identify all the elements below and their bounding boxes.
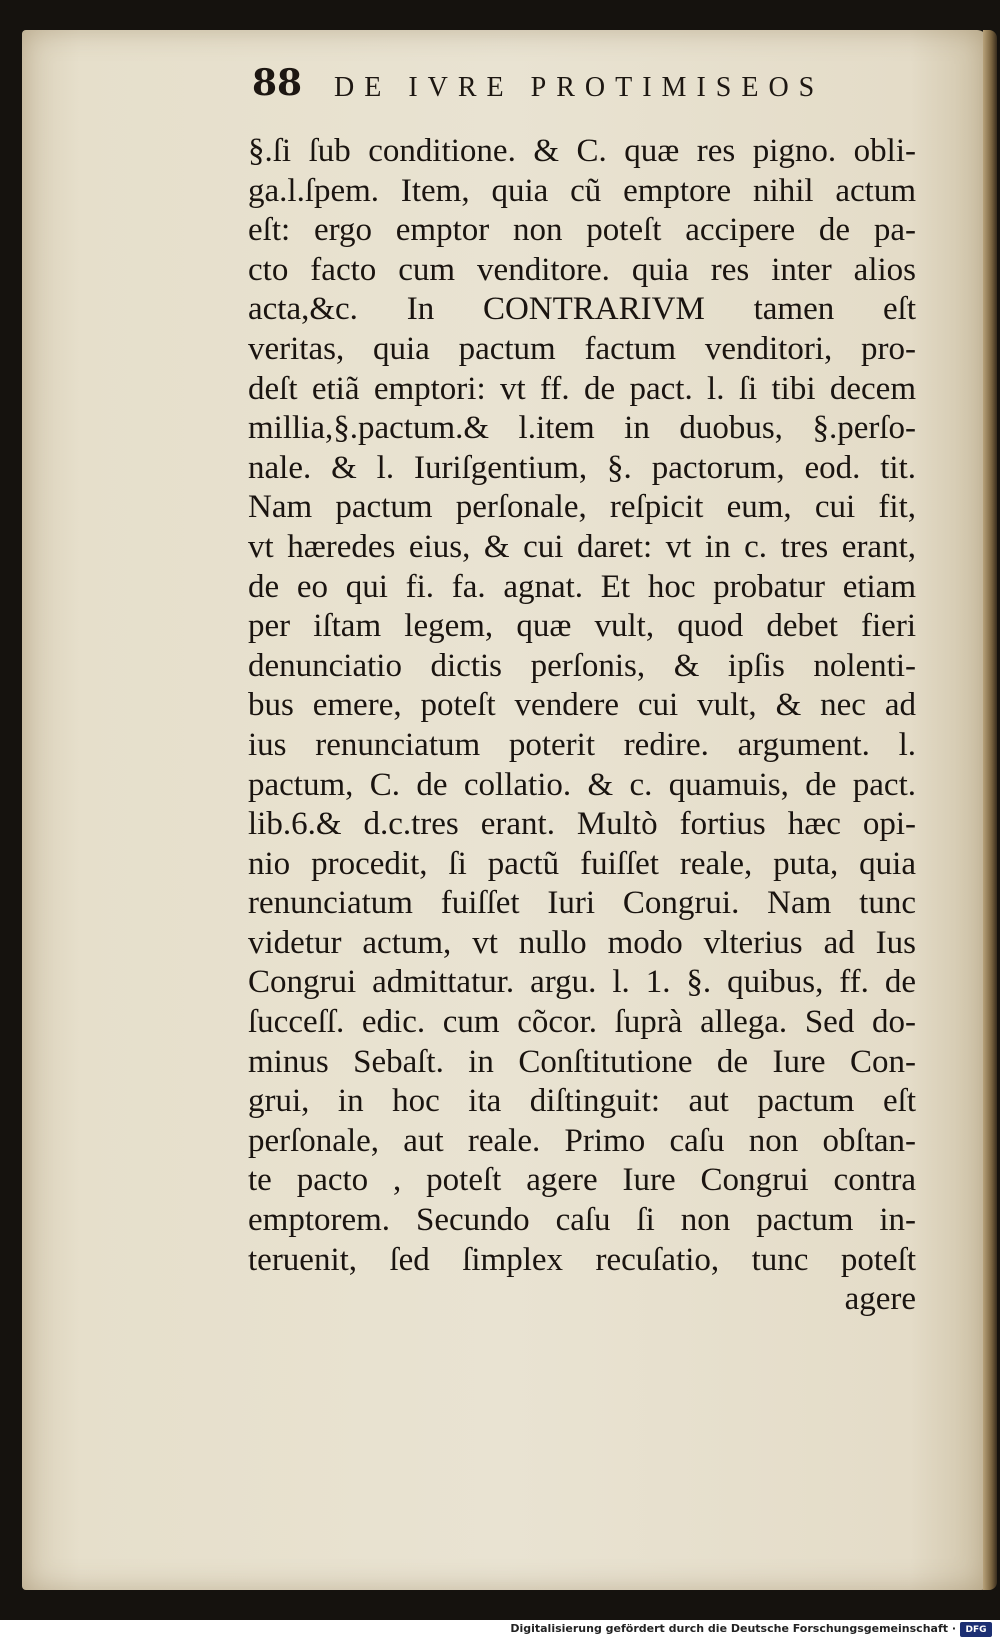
text-line: emptorem. Secundo caſu ſi non pactum in- [248, 1202, 916, 1239]
text-line: nio procedit, ſi pactũ fuiſſet reale, puta, quia [248, 845, 916, 882]
text-line: minus Sebaſt. in Conſtitutione de Iure Con- [248, 1043, 916, 1080]
text-line: §.ſi ſub conditione. & C. quæ res pigno. obli- [248, 133, 916, 169]
text-line: per iſtam legem, quæ vult, quod debet fieri [248, 608, 916, 645]
text-line: perſonale, aut reale. Primo caſu non obſtan- [248, 1122, 916, 1159]
text-line: veritas, quia pactum factum venditori, pro- [248, 330, 916, 367]
text-line: pactum, C. de collatio. & c. quamuis, de pact. [248, 766, 916, 803]
text-line: deſt etiã emptori: vt ff. de pact. l. ſi tibi decem [248, 370, 916, 407]
footer-bar [0, 1620, 1000, 1641]
text-line: denunciatio dictis perſonis, & ipſis nolenti- [248, 647, 916, 684]
text-line: ſucceſſ. edic. cum cõcor. ſuprà allega. Sed do- [248, 1004, 916, 1041]
text-line: grui, in hoc ita diſtinguit: aut pactum eſt [248, 1083, 916, 1120]
text-line: teruenit, ſed ſimplex recuſatio, tunc poteſt [248, 1241, 916, 1278]
text-line: cto facto cum venditore. quia res inter alios [248, 251, 916, 288]
page-edge [983, 30, 997, 1590]
text-line: Congrui admittatur. argu. l. 1. §. quibus, ff. de [248, 964, 916, 1001]
text-line: bus emere, poteſt vendere cui vult, & nec ad [248, 687, 916, 724]
page-number: 88 [252, 62, 303, 104]
text-line: renunciatum fuiſſet Iuri Congrui. Nam tunc [248, 885, 916, 922]
text-line: ga.l.ſpem. Item, quia cũ emptore nihil actum [248, 172, 916, 209]
funding-credit: Digitalisierung gefördert durch die Deutsche Forschungsgemeinschaft · [510, 1622, 956, 1635]
text-line: Nam pactum perſonale, reſpicit eum, cui fit, [248, 489, 916, 526]
dfg-logo-icon: DFG [960, 1622, 992, 1637]
text-line: nale. & l. Iuriſgentium, §. pactorum, eod. tit. [248, 449, 916, 486]
text-line: vt hæredes eius, & cui daret: vt in c. tres erant, [248, 528, 916, 565]
text-line: acta,&c. In CONTRARIVM tamen eſt [248, 291, 916, 328]
page-header [252, 62, 912, 112]
body-text [248, 132, 916, 1320]
text-line: lib.6.& d.c.tres erant. Multò fortius hæc opi- [248, 806, 916, 843]
catchword: agere [844, 1281, 916, 1318]
text-line: eſt: ergo emptor non poteſt accipere de pa- [248, 212, 916, 249]
text-line: de eo qui fi. fa. agnat. Et hoc probatur etiam [248, 568, 916, 605]
text-line: te pacto , poteſt agere Iure Congrui contra [248, 1162, 916, 1199]
text-line: videtur actum, vt nullo modo vlterius ad Ius [248, 924, 916, 961]
text-line: millia,§.pactum.& l.item in duobus, §.perſo- [248, 410, 916, 447]
text-line: ius renunciatum poterit redire. argument. l. [248, 726, 916, 763]
running-head: DE IVRE PROTIMISEOS [334, 72, 825, 103]
